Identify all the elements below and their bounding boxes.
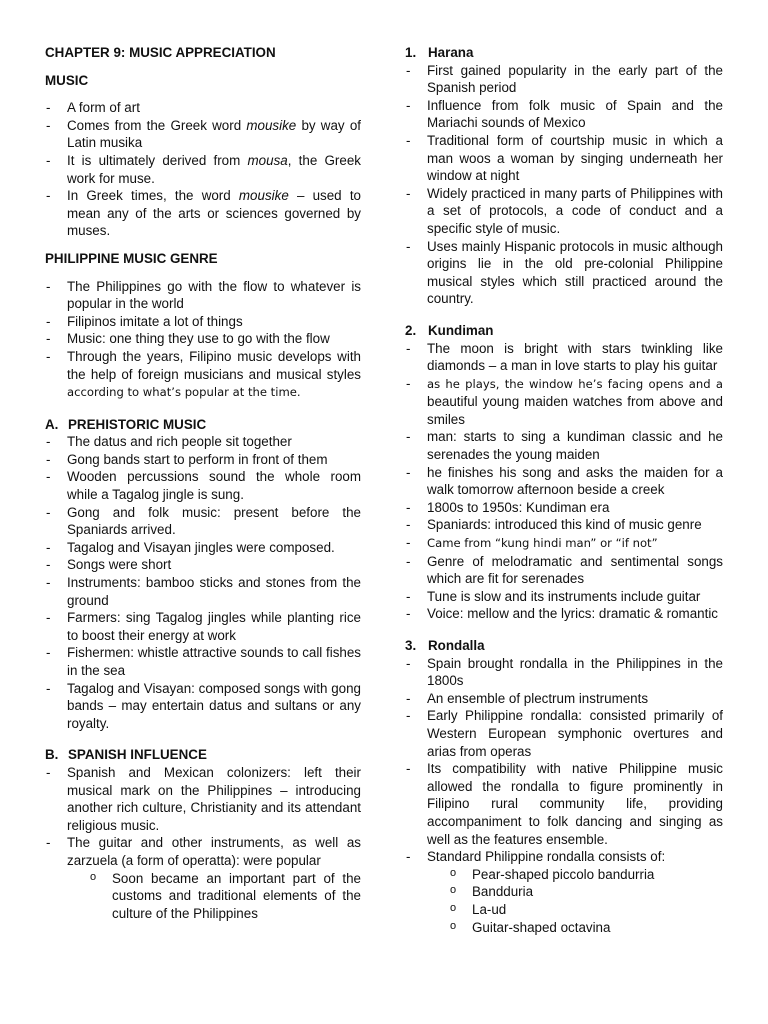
sub-list-item: o La-ud xyxy=(450,901,723,919)
genre-heading: PHILIPPINE MUSIC GENRE xyxy=(45,250,218,266)
music-heading: MUSIC xyxy=(45,72,89,88)
list-item: - Songs were short xyxy=(45,556,361,574)
list-item: - Instruments: bamboo sticks and stones from the ground xyxy=(45,574,361,609)
list-item: - Widely practiced in many parts of Philippines with a set of protocols, a code of conduct and a specific style of music. xyxy=(405,185,723,238)
sub-list-item: o Bandduria xyxy=(450,883,723,901)
genre-list xyxy=(45,278,361,402)
list-item: - he finishes his song and asks the maiden for a walk tomorrow afternoon beside a creek xyxy=(405,464,723,499)
list-item: - Tune is slow and its instruments include guitar xyxy=(405,588,723,606)
list-item: - In Greek times, the word mousike – used to mean any of the arts or sciences governed by muses. xyxy=(45,187,361,240)
kundiman-heading: 2. Kundiman xyxy=(405,322,494,338)
list-item: - Gong and folk music: present before the Spaniards arrived. xyxy=(45,504,361,539)
list-item: - Farmers: sing Tagalog jingles while planting rice to boost their energy at work xyxy=(45,609,361,644)
harana-heading: 1. Harana xyxy=(405,45,474,60)
list-item: - Influence from folk music of Spain and the Mariachi sounds of Mexico xyxy=(405,97,723,132)
prehistoric-heading: A. PREHISTORIC MUSIC xyxy=(45,416,207,432)
sub-list-item: o Pear-shaped piccolo bandurria xyxy=(450,866,723,884)
list-item: - Through the years, Filipino music develops with the help of foreign musicians and musical styles according to what’s popular at the time. xyxy=(45,348,361,402)
list-item: - 1800s to 1950s: Kundiman era xyxy=(405,499,723,517)
list-item: - Fishermen: whistle attractive sounds to call fishes in the sea xyxy=(45,644,361,679)
sub-list-item: o Soon became an important part of the customs and traditional elements of the culture of the Philippines xyxy=(90,870,361,923)
list-item: - Gong bands start to perform in front of them xyxy=(45,451,361,469)
list-item: - man: starts to sing a kundiman classic and he serenades the young maiden xyxy=(405,428,723,463)
list-item: - Tagalog and Visayan: composed songs with gong bands – may entertain datus and sultans or any royalty. xyxy=(45,680,361,733)
list-item: - Spanish and Mexican colonizers: left their musical mark on the Philippines – introducing another rich culture, Christianity and its attendant religious music. xyxy=(45,764,361,834)
list-item: - Standard Philippine rondalla consists of: o Pear-shaped piccolo bandurria o Bandduria o La-ud o Guitar-shaped octavina xyxy=(405,848,723,936)
list-item: - The guitar and other instruments, as well as zarzuela (a form of operatta): were popular o Soon became an important part of the customs and traditional elements of the culture of the Philippines xyxy=(45,834,361,922)
music-list xyxy=(45,99,361,240)
prehistoric-list xyxy=(45,433,361,732)
list-item: - Music: one thing they use to go with the flow xyxy=(45,330,361,348)
kundiman-list xyxy=(405,340,723,624)
list-item: - Its compatibility with native Philippine music allowed the rondalla to figure prominently in Filipino rural community life, providing accompaniment to folk dancing and singing as well as the features ensemble. xyxy=(405,760,723,848)
list-item: - Voice: mellow and the lyrics: dramatic & romantic xyxy=(405,605,723,623)
list-item: - Spain brought rondalla in the Philippines in the 1800s xyxy=(405,655,723,690)
list-item: - Filipinos imitate a lot of things xyxy=(45,313,361,331)
list-item: - Wooden percussions sound the whole room while a Tagalog jingle is sung. xyxy=(45,468,361,503)
list-item: - The moon is bright with stars twinkling like diamonds – a man in love starts to play his guitar xyxy=(405,340,723,375)
list-item: - The Philippines go with the flow to whatever is popular in the world xyxy=(45,278,361,313)
list-item: - Spaniards: introduced this kind of music genre xyxy=(405,516,723,534)
left-column xyxy=(45,44,361,922)
spanish-list xyxy=(45,764,361,922)
rondalla-sublist xyxy=(427,866,723,936)
list-item: - as he plays, the window he’s facing opens and a beautiful young maiden watches from above and smiles xyxy=(405,375,723,429)
list-item: - The datus and rich people sit together xyxy=(45,433,361,451)
harana-list xyxy=(405,62,723,308)
rondalla-heading: 3. Rondalla xyxy=(405,638,485,653)
list-item: - An ensemble of plectrum instruments xyxy=(405,690,723,708)
list-item: - Uses mainly Hispanic protocols in music although origins lie in the old pre-colonial Philippine musical styles which still practiced around the country. xyxy=(405,238,723,308)
list-item: - A form of art xyxy=(45,99,361,117)
genre-tail: according to what’s popular at the time. xyxy=(67,385,301,400)
spanish-heading: B. SPANISH INFLUENCE xyxy=(45,747,207,763)
list-item: - Came from “kung hindi man” or “if not” xyxy=(405,534,723,553)
list-item: - First gained popularity in the early part of the Spanish period xyxy=(405,62,723,97)
chapter-title: CHAPTER 9: MUSIC APPRECIATION xyxy=(45,45,276,60)
list-item: - Genre of melodramatic and sentimental songs which are fit for serenades xyxy=(405,553,723,588)
list-item: - Early Philippine rondalla: consisted primarily of Western European symphonic overtures and arias from operas xyxy=(405,707,723,760)
list-item: - It is ultimately derived from mousa, the Greek work for muse. xyxy=(45,152,361,187)
right-column xyxy=(405,44,723,936)
list-item: - Comes from the Greek word mousike by way of Latin musika xyxy=(45,117,361,152)
list-item: - Tagalog and Visayan jingles were composed. xyxy=(45,539,361,557)
spanish-sublist xyxy=(67,870,361,923)
rondalla-list xyxy=(405,655,723,937)
sub-list-item: o Guitar-shaped octavina xyxy=(450,919,723,937)
list-item: - Traditional form of courtship music in which a man woos a woman by singing underneath her window at night xyxy=(405,132,723,185)
